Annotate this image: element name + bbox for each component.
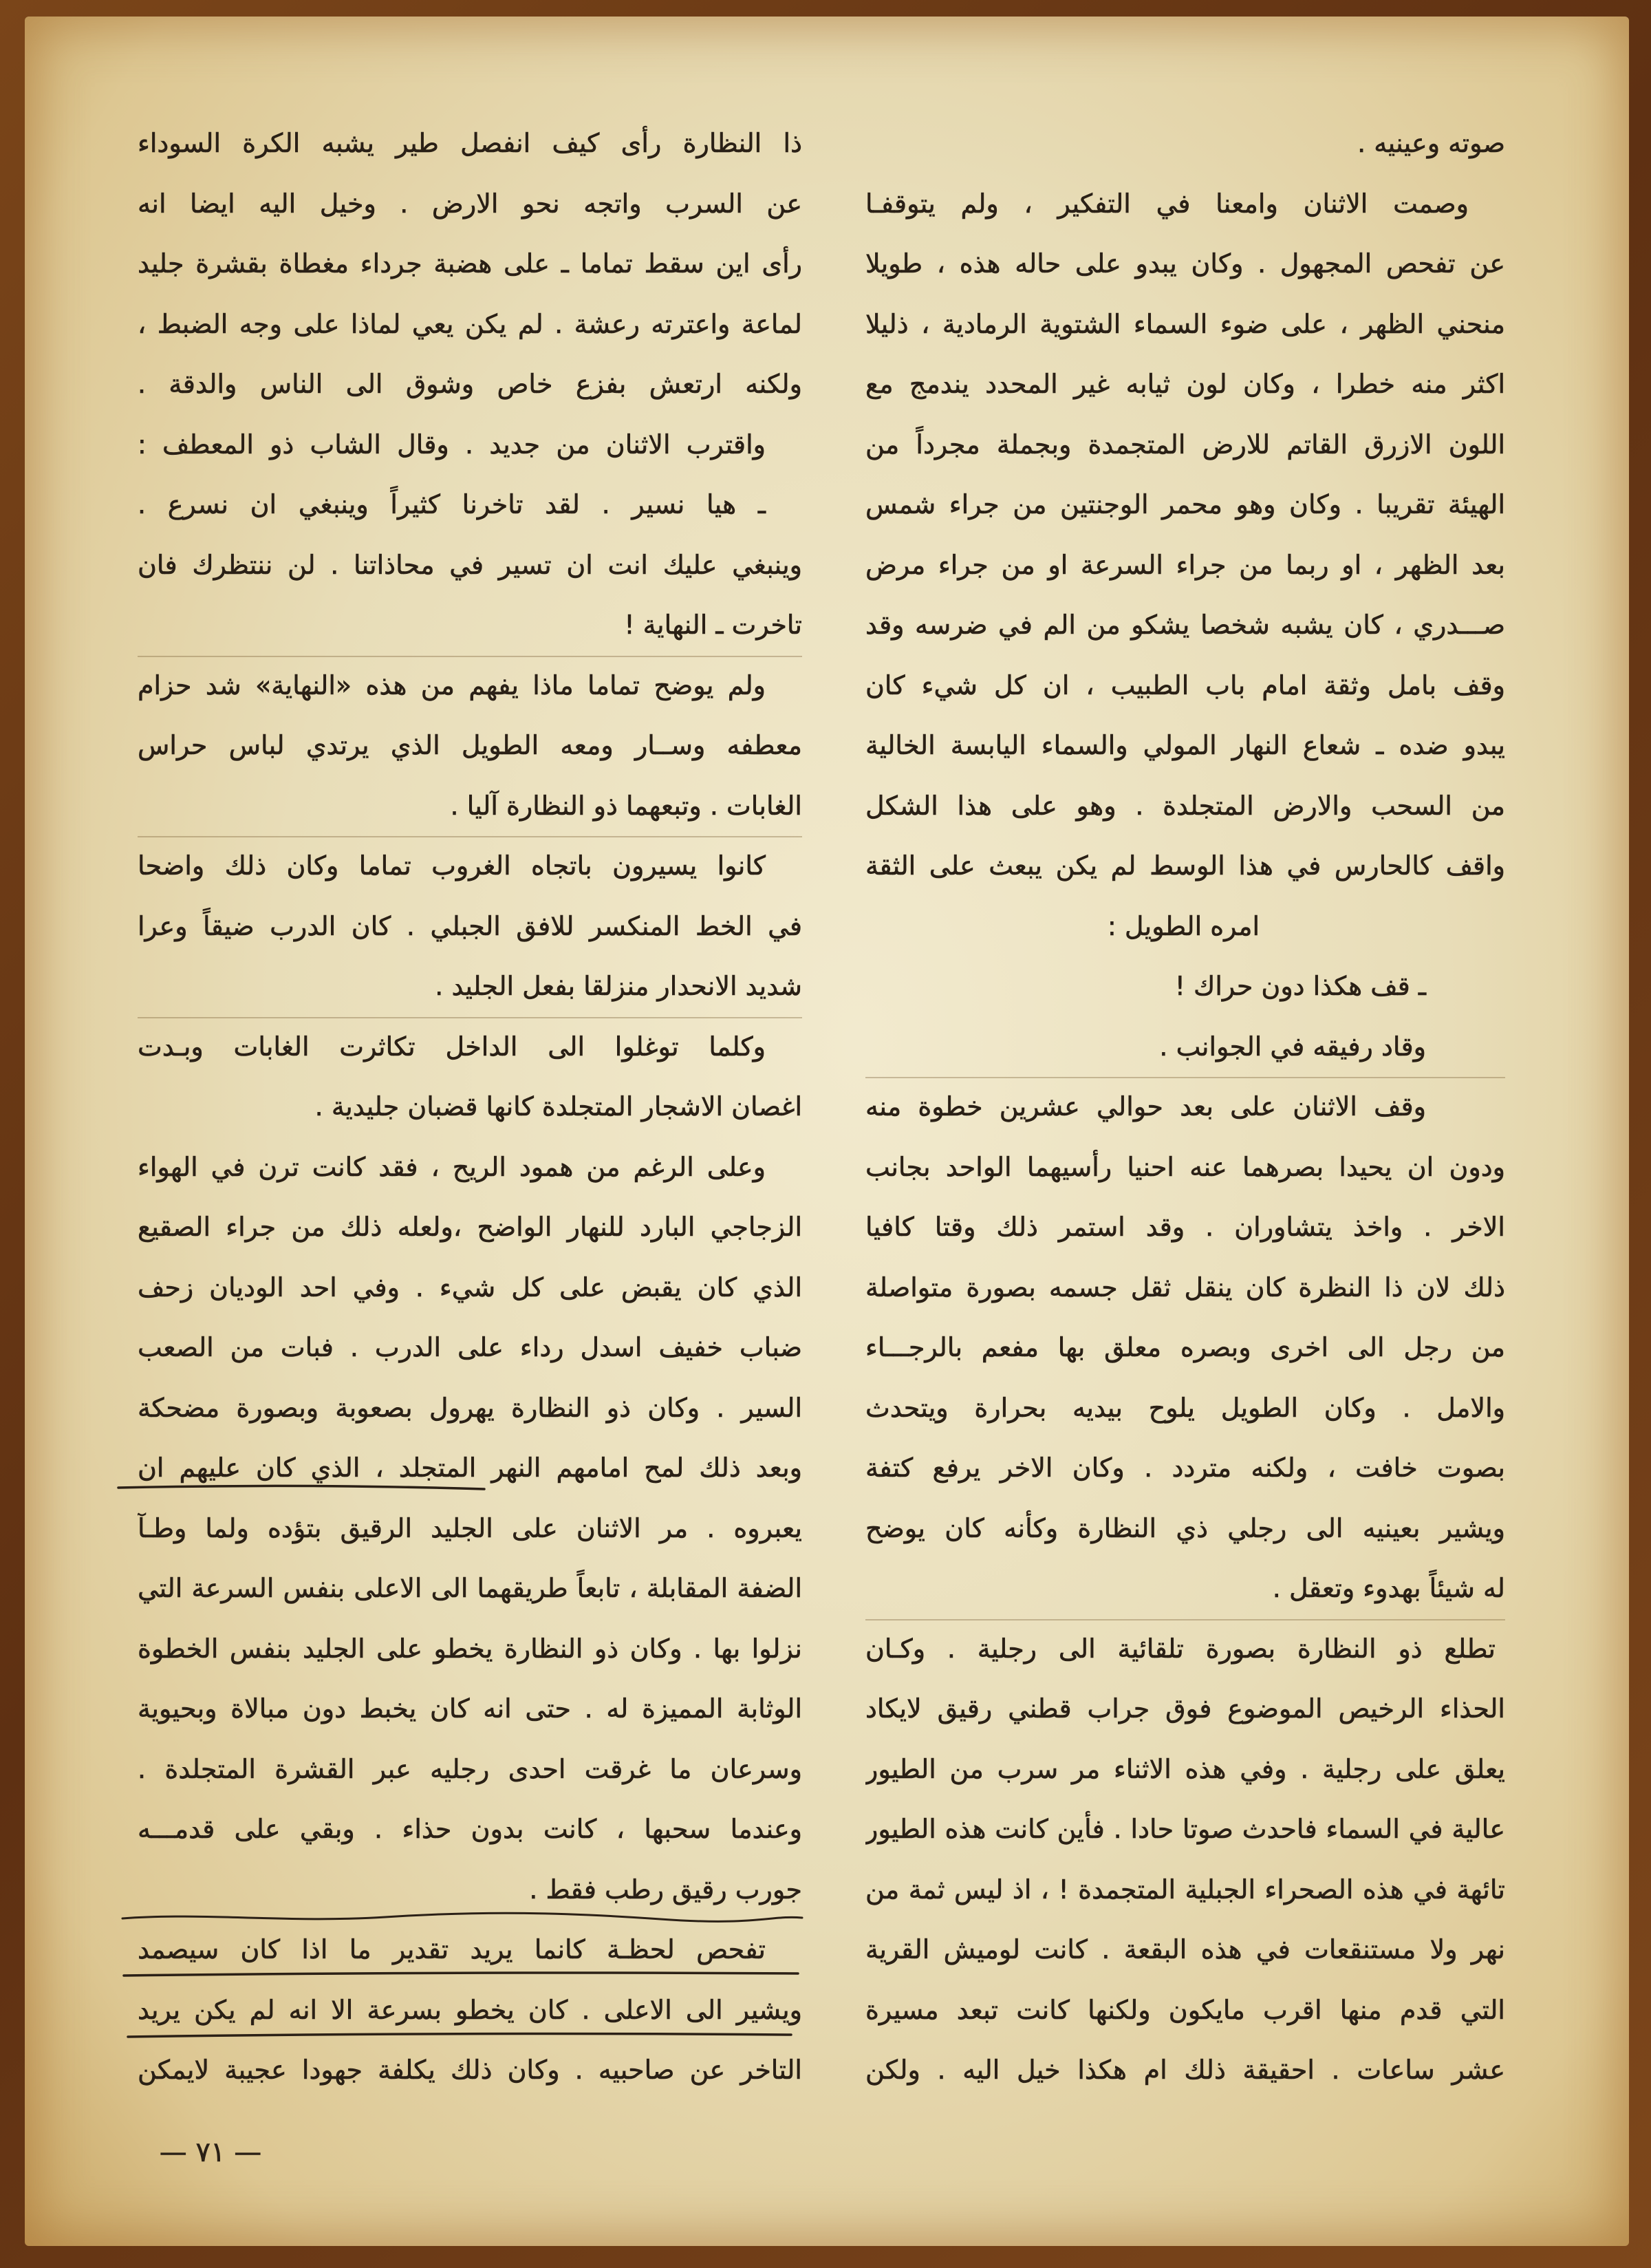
right-column-line: الهيئة تقريبا . وكان وهو محمر الوجنتين من جراء شمس: [865, 489, 1505, 520]
left-column-line: جورب رقيق رطب فقط .: [529, 1874, 802, 1905]
left-column-line: وكلما توغلوا الى الداخل تكاثرت الغابات وبـدت: [138, 1017, 802, 1078]
right-column-line: الاخر . واخذ يتشاوران . وقد استمر ذلك وقتا كافيا: [865, 1212, 1505, 1242]
left-column-line: كانوا يسيرون باتجاه الغروب تماما وكان ذلك واضحا: [138, 836, 802, 897]
left-column-line: ولكنه ارتعش بفزع خاص وشوق الى الناس والدقة .: [138, 369, 802, 399]
right-column-line: ويشير بعينيه الى رجلي ذي النظارة وكأنه كان يوضح: [865, 1512, 1505, 1543]
right-column-line: من السحب والارض المتجلدة . وهو على هذا الشكل: [865, 790, 1505, 821]
right-column-line: والامل . وكان الطويل يلوح بيديه بحرارة ويتحدث: [865, 1392, 1505, 1423]
right-column-line: الحذاء الرخيص الموضوع فوق جراب قطني رقيق لايكاد: [865, 1693, 1505, 1724]
left-column-line: الذي كان يقبض على كل شيء . وفي احد الوديان زحف: [138, 1272, 802, 1303]
left-column-line: وعلى الرغم من همود الريح ، فقد كانت ترن في الهواء: [138, 1151, 766, 1182]
right-column-line: واقف كالحارس في هذا الوسط لم يكن يبعث على الثقة: [865, 850, 1505, 881]
right-column-line: اكثر منه خطرا ، وكان لون ثيابه غير المحدد يندمج مع: [865, 369, 1505, 399]
right-column-line: صوته وعينيه .: [1357, 128, 1505, 158]
left-column-line: في الخط المنكسر للافق الجبلي . كان الدرب ضيقاً وعرا: [138, 910, 802, 941]
right-column-line: ودون ان يحيدا بصرهما عنه احنيا رأسيهما الواحد بجانب: [865, 1151, 1505, 1182]
left-column-line: ولم يوضح تماما ماذا يفهم من هذه «النهاية» شد حزام: [138, 656, 802, 716]
left-column-line: الزجاجي البارد للنهار الواضح ،ولعله ذلك من جراء الصقيع: [138, 1212, 802, 1242]
right-column-line: التي قدم منها اقرب مايكون ولكنها كانت تبعد مسيرة: [865, 1994, 1505, 2025]
right-column: [865, 114, 1505, 2101]
right-column-line: بصوت خافت ، ولكنه متردد . وكان الاخر يرفع كتفة: [865, 1453, 1505, 1483]
left-column: [138, 114, 802, 2101]
left-column-line: ويشير الى الاعلى . كان يخطو بسرعة الا انه لم يكن يريد: [138, 1994, 802, 2025]
right-column-line: وصمت الاثنان وامعنا في التفكير ، ولم يتوقفـا: [865, 188, 1469, 219]
left-column-line: ذا النظارة رأى كيف انفصل طير يشبه الكرة السوداء: [138, 128, 802, 158]
left-column-line: وعندما سحبها ، كانت بدون حذاء . وبقي على قدمـــه: [138, 1814, 802, 1844]
right-column-line: امره الطويل :: [1107, 910, 1260, 941]
right-column-line: تائهة في هذه الصحراء الجبلية المتجمدة ! ، اذ ليس ثمة من: [865, 1874, 1505, 1905]
right-column-line: عشر ساعات . احقيقة ذلك ام هكذا خيل اليه . ولكن: [865, 2055, 1505, 2085]
right-column-line: وقف الاثنان على بعد حوالي عشرين خطوة منه: [865, 1077, 1505, 1137]
right-column-line: ـ قف هكذا دون حراك !: [1174, 971, 1426, 1001]
left-column-line: تاخرت ـ النهاية !: [624, 610, 802, 640]
right-column-line: ذلك لان ذا النظرة كان ينقل ثقل جسمه بصورة متواصلة: [865, 1272, 1505, 1303]
right-column-line: من رجل الى اخرى وبصره معلق بها مفعم بالرجـــاء: [865, 1332, 1505, 1362]
right-column-line: عالية في السماء فاحدث صوتا حادا . فأين كانت هذه الطيور: [865, 1814, 1505, 1844]
left-column-line: ضباب خفيف اسدل رداء على الدرب . فبات من الصعب: [138, 1332, 802, 1362]
left-column-line: الضفة المقابلة ، تابعاً طريقهما الى الاعلى بنفس السرعة التي: [138, 1573, 802, 1603]
left-column-line: الوثابة المميزة له . حتى انه كان يخبط دون مبالاة وبحيوية: [138, 1693, 802, 1724]
right-column-line: وقف بامل وثقة امام باب الطبيب ، ان كل شيء كان: [865, 670, 1505, 700]
left-column-line: وسرعان ما غرقت احدى رجليه عبر القشرة المتجلدة .: [138, 1753, 802, 1784]
left-column-line: شديد الانحدار منزلقا بفعل الجليد .: [435, 971, 802, 1001]
left-column-line: نزلوا بها . وكان ذو النظارة يخطو على الجليد بنفس الخطوة: [138, 1633, 802, 1664]
right-column-line: يعلق على رجلية . وفي هذه الاثناء مر سرب من الطيور: [865, 1753, 1505, 1784]
left-column-line: تفحص لحظـة كانما يريد تقدير ما اذا كان سيصمد: [138, 1934, 766, 1965]
right-column-line: وقاد رفيقه في الجوانب .: [1159, 1031, 1426, 1062]
left-column-line: يعبروه . مر الاثنان على الجليد الرقيق بتؤده ولما وطـآ: [138, 1512, 802, 1543]
left-column-line: وينبغي عليك انت ان تسير في محاذاتنا . لن ننتظرك فان: [138, 549, 802, 580]
left-column-line: التاخر عن صاحبيه . وكان ذلك يكلفة جهودا عجيبة لايمكن: [138, 2055, 802, 2085]
right-column-line: عن تفحص المجهول . وكان يبدو على حاله هذه ، طويلا: [865, 248, 1505, 279]
left-column-line: واقترب الاثنان من جديد . وقال الشاب ذو المعطف :: [138, 429, 766, 460]
left-column-line: السير . وكان ذو النظارة يهرول بصعوبة وبصورة مضحكة: [138, 1392, 802, 1423]
left-column-line: ـ هيا نسير . لقد تاخرنا كثيراً وينبغي ان نسرع .: [138, 489, 766, 520]
left-column-line: رأى اين سقط تماما ـ على هضبة جرداء مغطاة بقشرة جليد: [138, 248, 802, 279]
right-column-line: تطلع ذو النظارة بصورة تلقائية الى رجلية . وكـان: [865, 1619, 1505, 1680]
left-column-line: اغصان الاشجار المتجلدة كانها قضبان جليدية .: [314, 1091, 802, 1122]
left-column-line: لماعة واعترته رعشة . لم يكن يعي لماذا على وجه الضبط ،: [138, 308, 802, 339]
right-column-line: صـــدري ، كان يشبه شخصا يشكو من الم في ضرسه وقد: [865, 610, 1505, 640]
left-column-line: معطفه وســار ومعه الطويل الذي يرتدي لباس حراس: [138, 730, 802, 760]
right-column-line: يبدو ضده ـ شعاع النهار المولي والسماء اليابسة الخالية: [865, 730, 1505, 760]
right-column-line: له شيئاً بهدوء وتعقل .: [1272, 1573, 1505, 1603]
right-column-line: منحني الظهر ، على ضوء السماء الشتوية الرمادية ، ذليلا: [865, 308, 1505, 339]
right-column-line: اللون الازرق القاتم للارض المتجمدة وبجملة مجرداً من: [865, 429, 1505, 460]
right-column-line: نهر ولا مستنقعات في هذه البقعة . كانت لوميش القرية: [865, 1934, 1505, 1965]
right-column-line: بعد الظهر ، او ربما من جراء السرعة او من جراء مرض: [865, 549, 1505, 580]
left-column-line: عن السرب واتجه نحو الارض . وخيل اليه ايضا انه: [138, 188, 802, 219]
page-number: — ٧١ —: [159, 2137, 262, 2168]
left-column-line: الغابات . وتبعهما ذو النظارة آليا .: [450, 790, 802, 821]
left-column-line: وبعد ذلك لمح امامهم النهر المتجلد ، الذي كان عليهم ان: [138, 1453, 802, 1483]
